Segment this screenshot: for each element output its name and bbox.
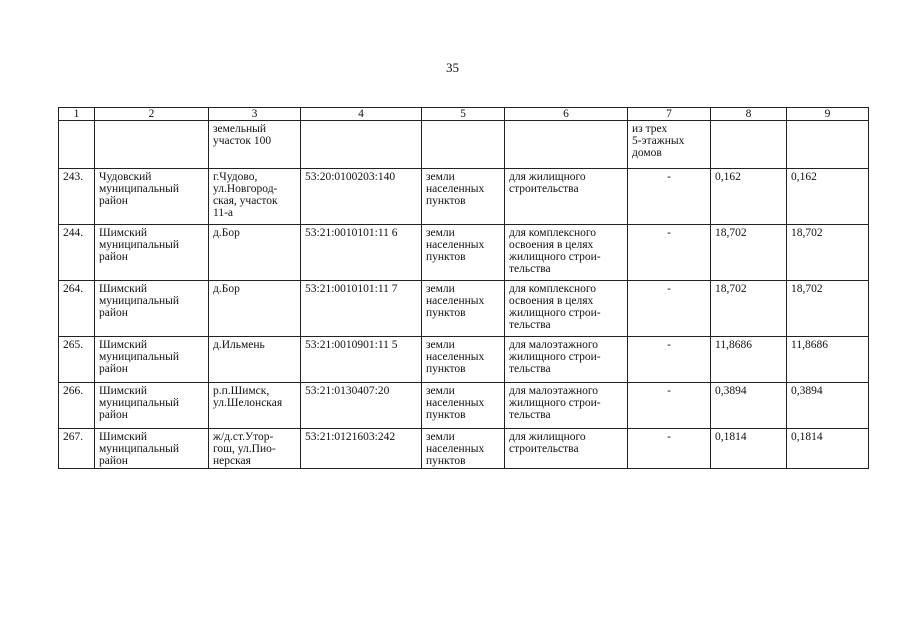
column-7-cell: - (628, 281, 711, 337)
area-cell: 0,162 (711, 169, 787, 225)
row-number-cell: 264. (59, 281, 95, 337)
permitted-use-cell: для жилищного строительства (505, 429, 628, 469)
row-number-cell: 243. (59, 169, 95, 225)
column-7-cell: - (628, 337, 711, 383)
cadastral-number-cell: 53:21:0121603:242 (301, 429, 422, 469)
permitted-use-cell: для жилищного строительства (505, 169, 628, 225)
row-number-cell: 244. (59, 225, 95, 281)
land-category-cell: земли населенных пунктов (422, 429, 505, 469)
permitted-use-cell: для комплексного освоения в целях жилищного строи- тельства (505, 281, 628, 337)
land-category-cell: земли населенных пунктов (422, 225, 505, 281)
permitted-use-cell: для малоэтажного жилищного строи- тельства (505, 383, 628, 429)
column-header-8: 8 (711, 108, 787, 121)
column-header-2: 2 (95, 108, 209, 121)
row-number-cell: 265. (59, 337, 95, 383)
land-category-cell: земли населенных пунктов (422, 337, 505, 383)
table-row (59, 225, 869, 281)
row-number-cell: 266. (59, 383, 95, 429)
column-header-1: 1 (59, 108, 95, 121)
area-cell: 18,702 (711, 225, 787, 281)
location-cell: земельный участок 100 (209, 121, 301, 169)
row-number-cell (59, 121, 95, 169)
column-7-cell: из трех 5-этажных домов (628, 121, 711, 169)
cadastral-number-cell: 53:21:0010101:11 7 (301, 281, 422, 337)
land-category-cell: земли населенных пунктов (422, 169, 505, 225)
permitted-use-cell: для комплексного освоения в целях жилищного строи- тельства (505, 225, 628, 281)
column-header-4: 4 (301, 108, 422, 121)
column-header-7: 7 (628, 108, 711, 121)
location-cell: д.Бор (209, 225, 301, 281)
table-row (59, 429, 869, 469)
location-cell: д.Бор (209, 281, 301, 337)
table-row (59, 169, 869, 225)
area-cell (711, 121, 787, 169)
land-plots-table (58, 107, 869, 469)
district-cell: Чудовский муниципальный район (95, 169, 209, 225)
land-category-cell (422, 121, 505, 169)
district-cell: Шимский муниципальный район (95, 429, 209, 469)
cadastral-number-cell: 53:21:0010101:11 6 (301, 225, 422, 281)
column-header-5: 5 (422, 108, 505, 121)
table-row (59, 383, 869, 429)
column-7-cell: - (628, 225, 711, 281)
district-cell: Шимский муниципальный район (95, 225, 209, 281)
district-cell: Шимский муниципальный район (95, 383, 209, 429)
table-header-row (59, 108, 869, 121)
column-header-3: 3 (209, 108, 301, 121)
table-row (59, 121, 869, 169)
area-total-cell: 18,702 (787, 225, 869, 281)
area-total-cell: 11,8686 (787, 337, 869, 383)
permitted-use-cell: для малоэтажного жилищного строи- тельства (505, 337, 628, 383)
area-cell: 18,702 (711, 281, 787, 337)
cadastral-number-cell (301, 121, 422, 169)
column-7-cell: - (628, 169, 711, 225)
area-cell: 0,3894 (711, 383, 787, 429)
table-row (59, 337, 869, 383)
cadastral-number-cell: 53:21:0130407:20 (301, 383, 422, 429)
location-cell: г.Чудово, ул.Новгород- ская, участок 11-а (209, 169, 301, 225)
column-7-cell: - (628, 383, 711, 429)
area-total-cell: 18,702 (787, 281, 869, 337)
land-category-cell: земли населенных пунктов (422, 383, 505, 429)
page-number: 35 (446, 60, 459, 75)
area-total-cell (787, 121, 869, 169)
location-cell: д.Ильмень (209, 337, 301, 383)
district-cell: Шимский муниципальный район (95, 281, 209, 337)
table-row (59, 281, 869, 337)
district-cell (95, 121, 209, 169)
location-cell: ж/д.ст.Утор- гош, ул.Пио- нерская (209, 429, 301, 469)
area-total-cell: 0,1814 (787, 429, 869, 469)
permitted-use-cell (505, 121, 628, 169)
column-header-9: 9 (787, 108, 869, 121)
cadastral-number-cell: 53:21:0010901:11 5 (301, 337, 422, 383)
area-total-cell: 0,3894 (787, 383, 869, 429)
area-cell: 11,8686 (711, 337, 787, 383)
area-total-cell: 0,162 (787, 169, 869, 225)
cadastral-number-cell: 53:20:0100203:140 (301, 169, 422, 225)
column-header-6: 6 (505, 108, 628, 121)
location-cell: р.п.Шимск, ул.Шелонская (209, 383, 301, 429)
district-cell: Шимский муниципальный район (95, 337, 209, 383)
land-category-cell: земли населенных пунктов (422, 281, 505, 337)
column-7-cell: - (628, 429, 711, 469)
row-number-cell: 267. (59, 429, 95, 469)
area-cell: 0,1814 (711, 429, 787, 469)
